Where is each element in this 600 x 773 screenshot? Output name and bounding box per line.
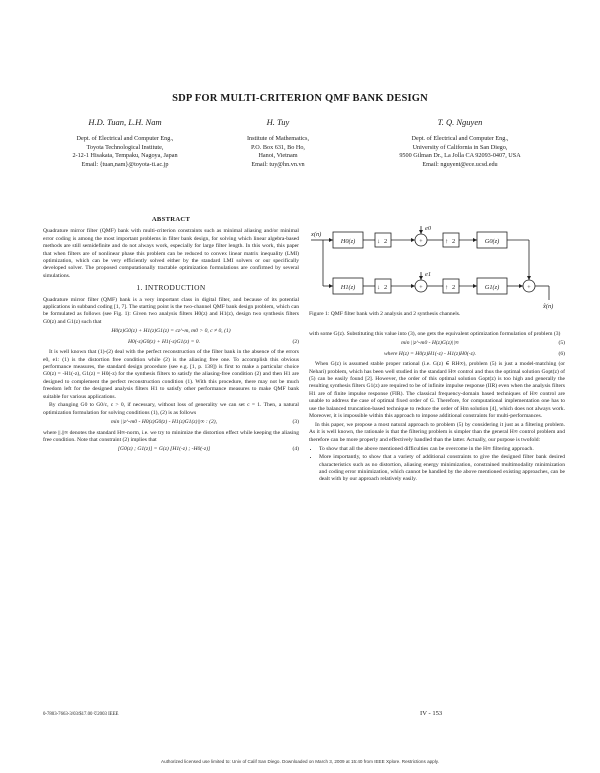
equation-2-number: (2) (292, 338, 299, 345)
equation-3-number: (3) (292, 419, 299, 426)
h1-label: H1(z) (340, 284, 356, 291)
author-1-line: Dept. of Electrical and Computer Eng., (76, 135, 174, 143)
author-2 (218, 118, 338, 169)
author-2-email: Email: tuy@hn.vn.vn (251, 160, 305, 168)
left-column (43, 212, 299, 457)
author-2-name: H. Tuy (266, 117, 290, 127)
equation-2-body: H0(-z)G0(z) + H1(-z)G1(z) = 0. (127, 338, 201, 345)
author-1-line: Toyota Technological Institute, (86, 143, 164, 151)
equation-6 (309, 351, 565, 358)
author-2-line: P.O. Box 631, Bo Ho, (251, 143, 305, 151)
paper-title: SDP FOR MULTI-CRITERION QMF BANK DESIGN (172, 93, 428, 104)
body-paragraph: with some G(z). Substituting this value into (3), one gets the equivalent optimization formulation of problem (3) (309, 331, 561, 337)
downsample-arrow-bottom: ↓ (377, 284, 381, 291)
body-paragraph: In this paper, we propose a most natural approach to problem (5) by considering it just as a filtering problem. As it is well known, the rationale is that the filtering problem is simpler than the general H∞ control problem and therefore can be more properly and effectively handled than the latter. Actually, our purpose is twofold: (309, 421, 565, 443)
equation-2 (43, 339, 299, 346)
author-1-email: Email: {tuan,nam}@toyota-ti.ac.jp (81, 160, 169, 168)
downsample-arrow-top: ↓ (377, 238, 381, 245)
right-column (309, 331, 565, 485)
e0-label: e0 (425, 225, 432, 232)
adder-plus-top: + (419, 239, 423, 245)
equation-5-body: min ||z^-m0 - H(z)G(z)||∞ (401, 340, 459, 347)
author-2-line: Institute of Mathematics, (246, 135, 310, 143)
equation-4-body: [G0(z) ; G1(z)] = G(z) [H1(-z) ; -H0(-z)] (117, 446, 211, 453)
upsample-factor-bottom: 2 (452, 284, 456, 291)
equation-1 (43, 328, 299, 335)
upsample-factor-top: 2 (452, 238, 456, 245)
license-notice: Authorized licensed use limited to: Univ of Calif San Diego. Downloaded on March 3, 2009 at 15:40 from IEEE Xplore. Restrictions apply. (161, 759, 439, 764)
equation-5 (309, 340, 565, 347)
equation-5-number: (5) (558, 340, 565, 347)
list-item: • More importantly, to show that a variety of additional constraints to give the designed filter bank desired characteristics such as no distortion, aliasing energy minimization, constrained multimodality minimization and coding error minimization, which cannot be handled by the above mentioned existing approaches, can be dealt with by our approach relatively easily. (319, 454, 565, 484)
author-3-line: 9500 Gilman Dr., La Jolla CA 92093-0407, USA (399, 152, 521, 160)
equation-1-body: H0(z)G0(z) + H1(z)G1(z) = cz^-m, m0 > 0, c ≠ 0, (1) (111, 328, 231, 335)
upsample-arrow-top: ↑ (445, 238, 449, 245)
equation-3 (43, 419, 299, 426)
author-3-line: Dept. of Electrical and Computer Eng., (411, 135, 509, 143)
author-3-line: University of California in San Diego, (412, 143, 508, 151)
author-3-email: Email: nguyent@ece.ucsd.edu (422, 160, 498, 168)
adder-plus-bottom: + (419, 285, 423, 291)
qmf-block-diagram (309, 224, 565, 312)
intro-paragraph: It is well known that (1)-(2) deal with the perfect reconstruction of the filter bank in the absence of the errors e0, e1: (1) is the distortion free condition while (2) is the aliasing free one. To accomplish this obvious performance measures, the standard design procedure (see e.g. [1, p. 138]) is first to make a particular choice G0(z) = -H1(-z), G1(z) = H0(-z) for the synthesis filters to satisfy the aliasing-free condition (2) and then H1 are designed to complement the perfect reconstruction condition (1). With this procedure, there may not be much freedom left for the designed analysis filters H1 to satisfy other performance measures to make QMF bank suitable for various applications. (43, 349, 299, 400)
input-label: x(n) (311, 231, 322, 238)
intro-paragraph: By changing G0 to G0/c, c > 0, if necessary, without loss of generality we can set c = 1. Then, a natural optimization formulation for solving conditions (1), (2) is as follows (43, 402, 299, 416)
downsample-factor-bottom: 2 (384, 284, 388, 291)
contribution-list (309, 446, 565, 484)
page-number: IV - 153 (420, 710, 443, 717)
equation-4-number: (4) (292, 446, 299, 453)
g0-label: G0(z) (484, 238, 500, 245)
author-1-line: 2-12-1 Hisakata, Tempaku, Nagoya, Japan (72, 152, 178, 160)
figure-caption: Figure 1: QMF filter bank with 2 analysis and 2 synthesis channels. (309, 311, 461, 317)
abstract-text: Quadrature mirror filter (QMF) bank with multi-criterion constraints such as minimal aliasing and/or minimal error coding is among the most important problems in filter bank design, for solving which linear algebra-based methods are still semidefinite and do not always work, especially for large filter length. In this work, this paper that when filters are of nonlinear phase this problem can be reduced to convex linear matrix inequality (LMI) optimization, which can be very efficiently solved either by the standard LMI solvers or our specifically developed solver. The proposed computationally tractable optimization formulations are confirmed by several simulations. (43, 228, 299, 279)
downsample-factor-top: 2 (384, 238, 388, 245)
equation-6-body: where H(z) = H0(z)H1(-z) - H1(z)H0(-z). (383, 350, 477, 357)
output-label: x̂(n) (543, 303, 554, 310)
body-paragraph: When G(z) is assumed stable proper rational (i.e. G(z) ∈ RH∞), problem (5) is just a model-matching (or Nehari) problem, which has been well studied in the standard H∞ control and thus the optimal solution Gopt(z) of (5) can be easily found [2]. However, the order of this optimal solution Gopt(z) is too high and generally the resulting synthesis filters G1(z) are required to be of infinite impulse response (IIR) even when the analysis filters H1 are of finite impulse response (FIR). The classical frequency-domain based techniques of H∞ control are unable to address the case of optimal fixed order of G. Therefore, for computational implementation one has to use the balanced truncation-based technique to reduce the order of Hm solution [4], which does not always work. Moreover, it is impossible within this approach to impose additional constraints for multi-performances. (309, 361, 565, 420)
intro-paragraph: where ||.||∞ denotes the standard H∞-norm, i.e. we try to minimize the distortion effect while keeping the aliasing free condition. Note that constraint (2) implies that (43, 429, 299, 444)
author-1 (40, 118, 210, 169)
section-1-heading: 1. INTRODUCTION (136, 283, 206, 293)
author-3 (358, 118, 562, 169)
author-2-line: Hanoi, Vietnam (258, 152, 298, 160)
adder-plus-output: + (527, 285, 531, 291)
h0-label: H0(z) (340, 238, 356, 245)
copyright-line: 0-7803-7663-3/03/$17.00 ©2003 IEEE (43, 712, 119, 717)
g1-label: G1(z) (484, 284, 500, 291)
author-3-name: T. Q. Nguyen (437, 117, 483, 127)
equation-6-number: (6) (558, 350, 565, 357)
equation-4 (43, 446, 299, 453)
intro-paragraph: Quadrature mirror filter (QMF) bank is a very important class in digital filter, and because of its potential applications in subband coding [1, 7]. The starting point is the two-channel QMF bank design problem, which can be formulated as follows (see Fig. 1): Given two analysis filters H0(z) and H1(z), design two synthesis filters G0(z) and G1(z) such that (43, 296, 299, 325)
upsample-arrow-bottom: ↑ (445, 284, 449, 291)
e1-label: e1 (425, 271, 432, 278)
equation-3-body: min ||z^-m0 - H0(z)G0(z) - H1(z)G1(z)||∞ : (2), (110, 419, 218, 426)
author-1-name: H.D. Tuan, L.H. Nam (88, 117, 162, 127)
abstract-heading: ABSTRACT (151, 216, 191, 223)
list-item: • To show that all the above mentioned difficulties can be overcome in the H∞ filtering approach. (319, 446, 565, 453)
